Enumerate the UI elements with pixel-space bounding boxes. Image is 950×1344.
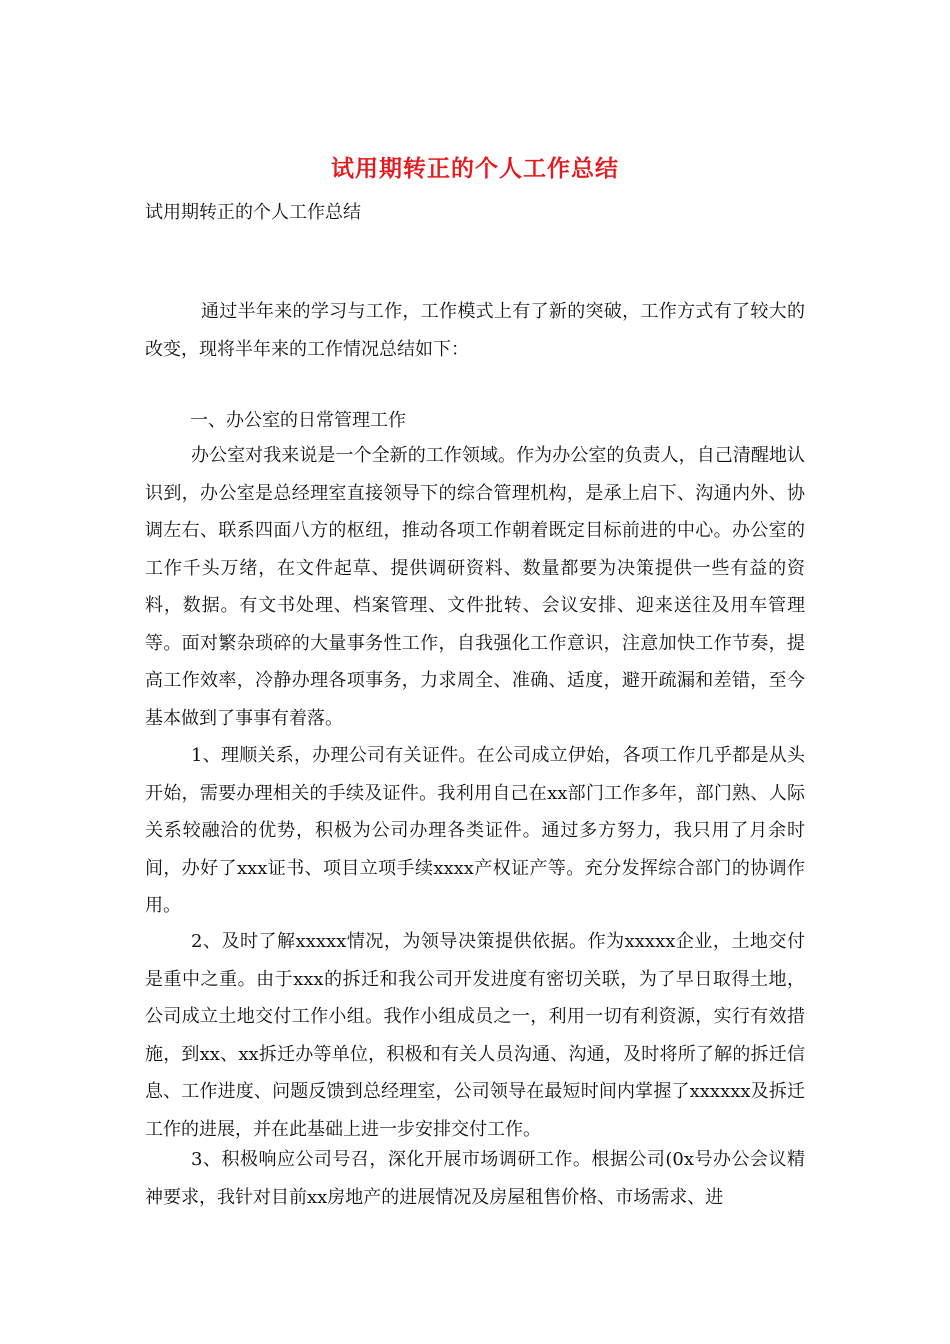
document-title: 试用期转正的个人工作总结 — [331, 155, 619, 182]
body-paragraph: 1、理顺关系，办理公司有关证件。在公司成立伊始，各项工作几乎都是从头开始，需要办理相关的手续及证件。我利用自己在xx部门工作多年，部门熟、人际关系较融洽的优势，积极为公司办理各类证件。通过多方努力，我只用了月余时间，办好了xxx证书、项目立项手续xxxx产权证产等。充分发挥综合部门的协调作用。 — [145, 745, 805, 916]
document-subtitle: 试用期转正的个人工作总结 — [145, 202, 361, 223]
body-paragraph: 3、积极响应公司号召，深化开展市场调研工作。根据公司(0x号办公会议精神要求，我针对目前xx房地产的进展情况及房屋租售价格、市场需求、进 — [145, 1149, 805, 1208]
body-paragraph: 2、及时了解xxxxx情况，为领导决策提供依据。作为xxxxx企业，土地交付是重中之重。由于xxx的拆迁和我公司开发进度有密切关联，为了早日取得土地，公司成立土地交付工作小组。我作小组成员之一，利用一切有利资源，实行有效措施，到xx、xx拆迁办等单位，积极和有关人员沟通、沟通，及时将所了解的拆迁信息、工作进度、问题反馈到总经理室，公司领导在最短时间内掌握了xxxxxx及拆迁工作的进展，并在此基础上进一步安排交付工作。 — [145, 931, 805, 1140]
body-paragraph: 办公室对我来说是一个全新的工作领域。作为办公室的负责人，自己清醒地认识到，办公室是总经理室直接领导下的综合管理机构，是承上启下、沟通内外、协调左右、联系四面八方的枢纽，推动各项工作朝着既定目标前进的中心。办公室的工作千头万绪，在文件起草、提供调研资料、数量都要为决策提供一些有益的资料，数据。有文书处理、档案管理、文件批转、会议安排、迎来送往及用车管理等。面对繁杂琐碎的大量事务性工作，自我强化工作意识，注意加快工作节奏，提高工作效率，冷静办理各项事务，力求周全、准确、适度，避开疏漏和差错，至今基本做到了事事有着落。 — [145, 445, 805, 729]
intro-paragraph: 通过半年来的学习与工作，工作模式上有了新的突破，工作方式有了较大的改变，现将半年来的工作情况总结如下： — [145, 301, 805, 360]
section-heading: 一、办公室的日常管理工作 — [190, 410, 406, 431]
